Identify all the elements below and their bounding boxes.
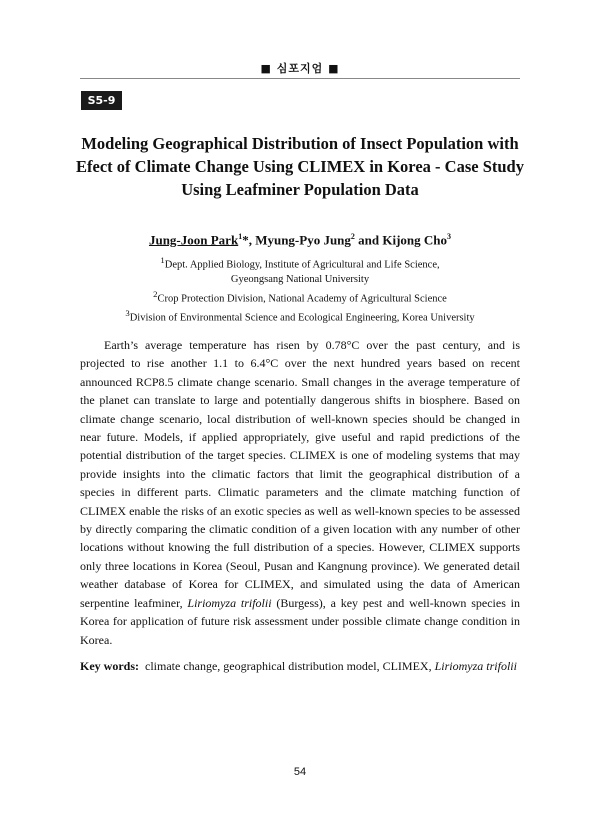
affiliations	[60, 253, 540, 326]
title-line-3: Using Leafminer Population Data	[181, 180, 419, 199]
affiliation-2	[60, 287, 540, 307]
page-number: 54	[293, 766, 307, 778]
author-3-affiliation-mark: 3	[447, 232, 452, 241]
author-1-name: Jung-Joon Park	[148, 232, 239, 248]
header-rule	[80, 78, 520, 79]
affiliation-1-line-2: Gyeongsang National University	[230, 273, 370, 285]
keywords-label: Key words:	[80, 659, 139, 673]
affiliation-2-text: Crop Protection Division, National Academy of Agricultural Science	[157, 293, 447, 304]
affiliation-2-mark: 2	[153, 288, 158, 299]
author-3-name: Kijong Cho	[382, 232, 448, 248]
affiliation-3-text: Division of Environmental Science and Ecological Engineering, Korea University	[129, 312, 475, 324]
affiliation-3-mark: 3	[125, 308, 130, 318]
paper-title	[60, 132, 540, 201]
abstract-text-part-2: (Burgess), a key pest and well-known species in Korea for application of future risk assessment under possible climate change condition in Korea.	[80, 595, 520, 647]
session-code-badge: S5-9	[81, 91, 122, 110]
affiliation-1-mark: 1	[160, 255, 165, 265]
keywords-text	[145, 657, 520, 675]
keywords-species: Liriomyza trifolii	[434, 659, 517, 673]
author-list	[60, 232, 540, 248]
affiliation-1-line-1: Dept. Applied Biology, Institute of Agricultural and Life Science,	[164, 259, 440, 271]
affiliation-3	[60, 306, 540, 326]
keywords-list: climate change, geographical distribution model, CLIMEX,	[145, 659, 435, 673]
abstract-species-name: Liriomyza trifolii	[187, 595, 272, 610]
corresponding-mark: *,	[242, 232, 256, 248]
affiliation-1	[60, 253, 540, 273]
title-line-2: Efect of Climate Change Using CLIMEX in Korea - Case Study	[76, 157, 524, 176]
abstract	[80, 336, 520, 649]
author-conjunction: and	[354, 232, 383, 248]
title-line-1: Modeling Geographical Distribution of Insect Population with	[81, 134, 519, 153]
author-2-name: Myung-Pyo Jung	[255, 232, 351, 248]
author-1-affiliation-mark: 1	[238, 232, 243, 241]
abstract-paragraph	[80, 336, 520, 649]
keywords	[80, 657, 520, 675]
page-header: ■ 심포지엄 ■	[260, 62, 340, 75]
abstract-text-part-1: Earth’s average temperature has risen by 0.78°C over the past century, and is projected to rise another 1.1 to 6.4°C over the next hundred years based on recent announced RCP8.5 climate change scenario. Small changes in the average temperature of the planet can translate to large and potentially dangerous shifts in biosphere. Based on climate change scenario, local distribution of well-known species should be changed in near future. Models, if applied appropriately, give useful and rapid predictions of the potential distribution of the target species. CLIMEX is one of modeling systems that may provide insights into the climatic factors that limit the geographical distribution of a species in different parts. Climatic parameters and the climate matching function of CLIMEX enable the risks of an exotic species as well as well-known species to be assessed by directly comparing the climatic condition of a given location with any number of other locations without knowing the full distribution of a species. However, CLIMEX supports only three locations in Korea (Seoul, Pusan and Kangnung province). We generated detail weather database of Korea for CLIMEX, and simulated using the data of American serpentine leafminer,	[80, 338, 520, 610]
author-2-affiliation-mark: 2	[350, 232, 355, 241]
